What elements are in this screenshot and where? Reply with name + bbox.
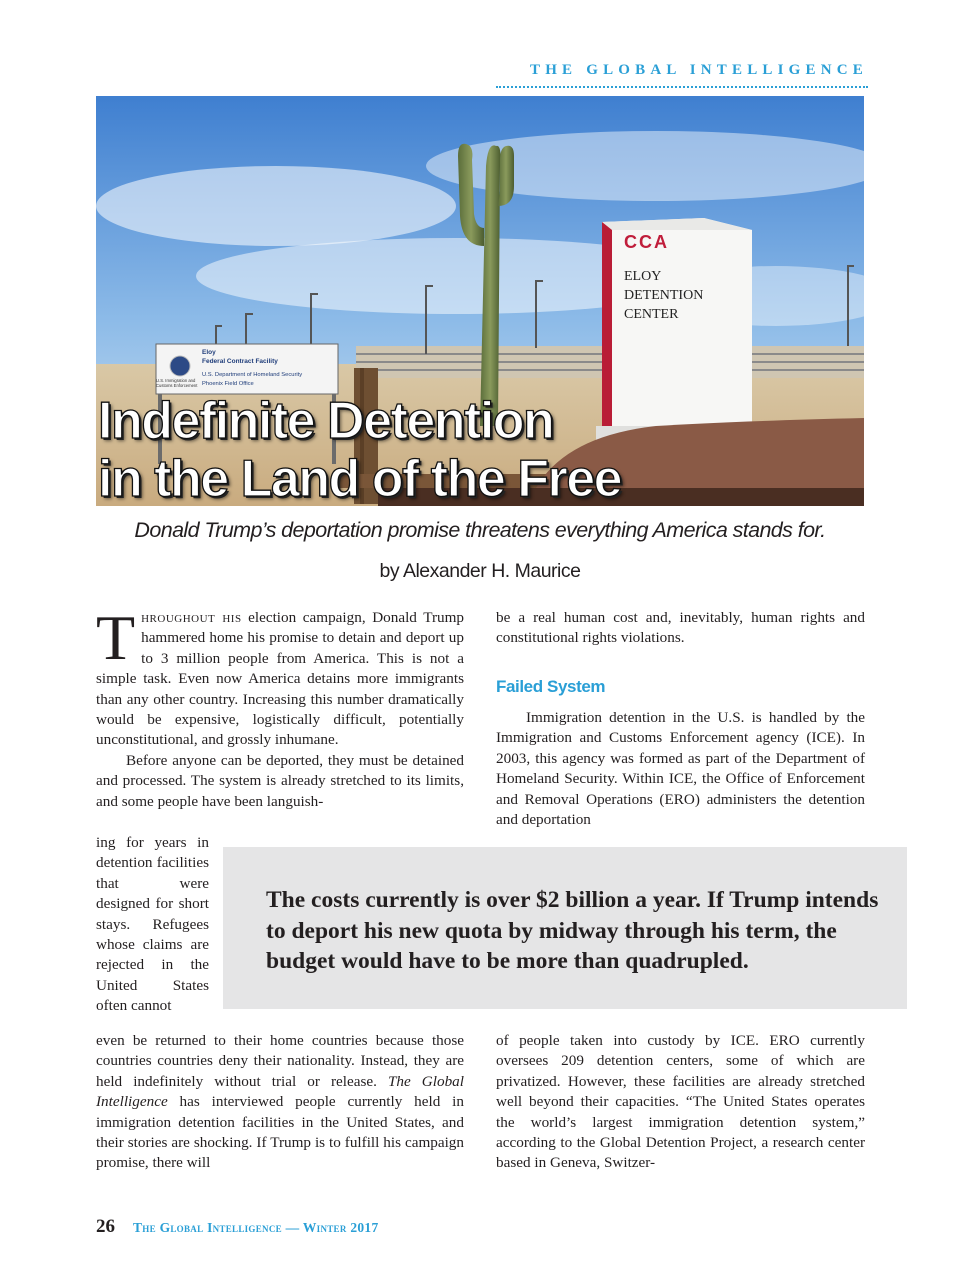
sign-right-line-1: ELOY [624,269,662,284]
byline: by Alexander H. Maurice [379,560,581,582]
column-1-narrow [96,833,209,1017]
sign-line-2: Federal Contract Facility [202,358,278,365]
headline-line-1: Indefinite Detention [98,392,554,450]
publication-mention: The Global Intelligence [96,1072,464,1111]
footer-publication: The Global Intelligence — Winter 2017 [133,1220,379,1235]
seal-caption-2: Customs Enforcement [156,383,198,388]
running-head: THE GLOBAL INTELLIGENCE [529,62,868,78]
sign-right-line-3: CENTER [624,307,679,322]
column-2-top [496,608,865,649]
opening-smallcaps: hroughout his [141,609,242,626]
sign-line-3: U.S. Department of Homeland Security [202,372,303,378]
sign-line-4: Phoenix Field Office [202,381,254,387]
page-number: 26 [96,1216,115,1237]
paragraph-2-start: Before anyone can be deported, they must be detained and processed. The system is already stretched to its limits, and some people have been languish- [96,751,464,810]
seal-caption-1: U.S. Immigration and [156,378,196,383]
cca-logo: CCA [624,232,669,252]
column-1-top [96,602,465,812]
paragraph-2-narrow: ing for years in detention facilities that were designed for short stays. Refugees whose claims are rejected in the United States often cannot [96,834,209,1015]
subtitle: Donald Trump’s deportation promise threatens everything America stands for. [134,518,826,542]
headline [98,392,718,508]
paragraph-2-cont-b: has interviewed people currently held in immigration detention facilities in the United States, and their stories are shocking. If Trump is to fulfill his campaign promise, there will [96,1093,464,1172]
column-2-opening: be a real human cost and, inevitably, human rights and constitutional rights violations. [496,609,865,647]
drop-cap: T [96,602,136,673]
column-2-middle [496,708,865,830]
sign-right-line-2: DETENTION [624,288,704,303]
sign-line-1: Eloy [202,349,216,356]
paragraph-1: election campaign, Donald Trump hammered home his promise to detain and deport up to 3 million people from America. This is not a simple task. Even now America detains more immigrants than any other country. Increasing this number dramatically would be expensive, logistically difficult, potentially unconstitutional, and grossly inhumane. [96,609,465,749]
headline-line-2: in the Land of the Free [98,450,622,508]
paragraph-3: Immigration detention in the U.S. is handled by the Immigration and Customs Enforcement agency (ICE). In 2003, this agency was formed as part of the Department of Homeland Security. Within ICE, the Office of Enforcement and Removal Operations (ERO) administers the detention and deportation [496,709,865,829]
pull-quote: The costs currently is over $2 billion a year. If Trump intends to deport his new quota by midway through his term, the budget would have to be more than quadrupled. [223,847,907,1009]
column-2-bottom [496,1031,865,1174]
paragraph-3-cont: of people taken into custody by ICE. ERO currently oversees 209 detention centers, some of which are privatized. However, these facilities are already stretched well beyond their capacities. “The United States operates the world’s largest immigration detention system,” according to the Global Detention Project, a research center based in Geneva, Switzer- [496,1032,865,1172]
section-heading: Failed System [496,677,606,696]
page-footer [96,1216,379,1238]
paragraph-2-cont-a: even be returned to their home countries because those countries countries deny their nationality. Instead, they are held indefinitely without trial or release. [96,1032,464,1090]
column-1-bottom [96,1031,464,1174]
running-head-rule [496,86,868,88]
